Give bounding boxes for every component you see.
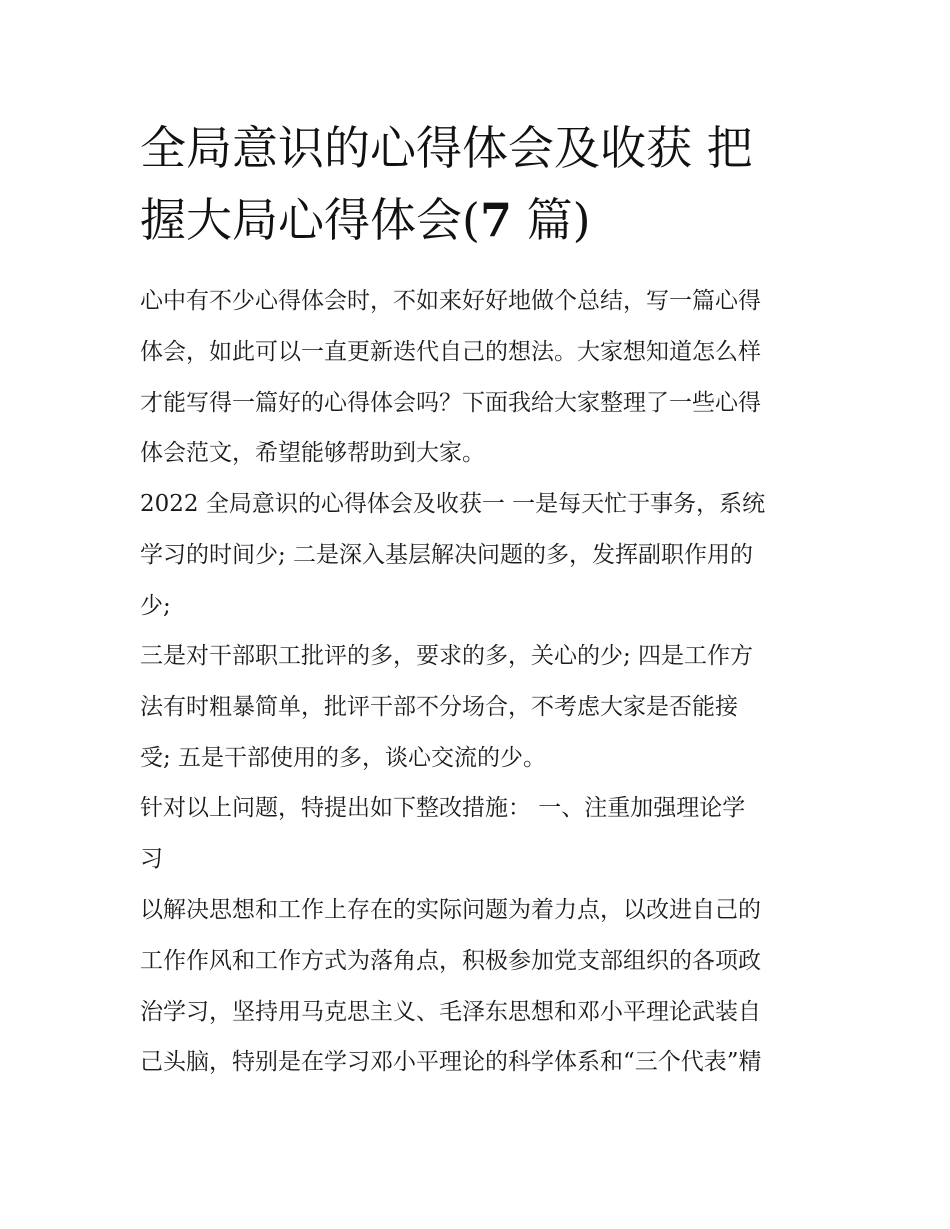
paragraph-line: 体会，如此可以一直更新迭代自己的想法。大家想知道怎么样 xyxy=(140,338,761,365)
title-article-count: 7 xyxy=(479,193,512,247)
paragraph-line: 体会范文，希望能够帮助到大家。 xyxy=(140,440,485,467)
paragraph-line: 才能写得一篇好的心得体会吗？下面我给大家整理了一些心得 xyxy=(140,389,761,416)
measures-heading-paragraph xyxy=(140,783,820,885)
paragraph-line: 针对以上问题，特提出如下整改措施： 一、注重加强理论学 xyxy=(140,795,746,821)
paragraph-line: 少; xyxy=(140,592,171,619)
document-title xyxy=(140,112,820,256)
paragraph-line: 治学习，坚持用马克思主义、毛泽东思想和邓小平理论武装自 xyxy=(140,998,761,1025)
paragraph-line: 以解决思想和工作上存在的实际问题为着力点，以改进自己的 xyxy=(140,897,761,923)
paragraph-line: 心中有不少心得体会时，不如来好好地做个总结，写一篇心得 xyxy=(140,288,761,314)
intro-paragraph xyxy=(140,276,820,479)
problems-paragraph-2 xyxy=(140,631,820,783)
paragraph-line: 三是对干部职工批评的多，要求的多，关心的少; 四是工作方 xyxy=(140,643,754,669)
paragraph-line: 学习的时间少; 二是深入基层解决问题的多，发挥副职作用的 xyxy=(140,541,754,568)
paragraph-line: 工作作风和工作方式为落角点，积极参加党支部组织的各项政 xyxy=(140,947,761,974)
paragraph-line: 己头脑，特别是在学习邓小平理论的科学体系和“三个代表”精 xyxy=(140,1049,762,1076)
title-line-2-suffix: 篇) xyxy=(511,193,591,247)
paragraph-line: 2022 全局意识的心得体会及收获一 一是每天忙于事务，系统 xyxy=(140,491,766,517)
paragraph-line: 受; 五是干部使用的多，谈心交流的少。 xyxy=(140,744,547,771)
title-line-2 xyxy=(140,184,820,256)
study-paragraph xyxy=(140,885,820,1088)
title-line-2-prefix: 握大局心得体会( xyxy=(140,193,480,247)
paragraph-line: 法有时粗暴简单，批评干部不分场合，不考虑大家是否能接 xyxy=(140,693,738,720)
paragraph-line: 习 xyxy=(140,845,163,872)
problems-paragraph-1 xyxy=(140,479,820,631)
title-line-1: 全局意识的心得体会及收获 把 xyxy=(140,121,753,175)
